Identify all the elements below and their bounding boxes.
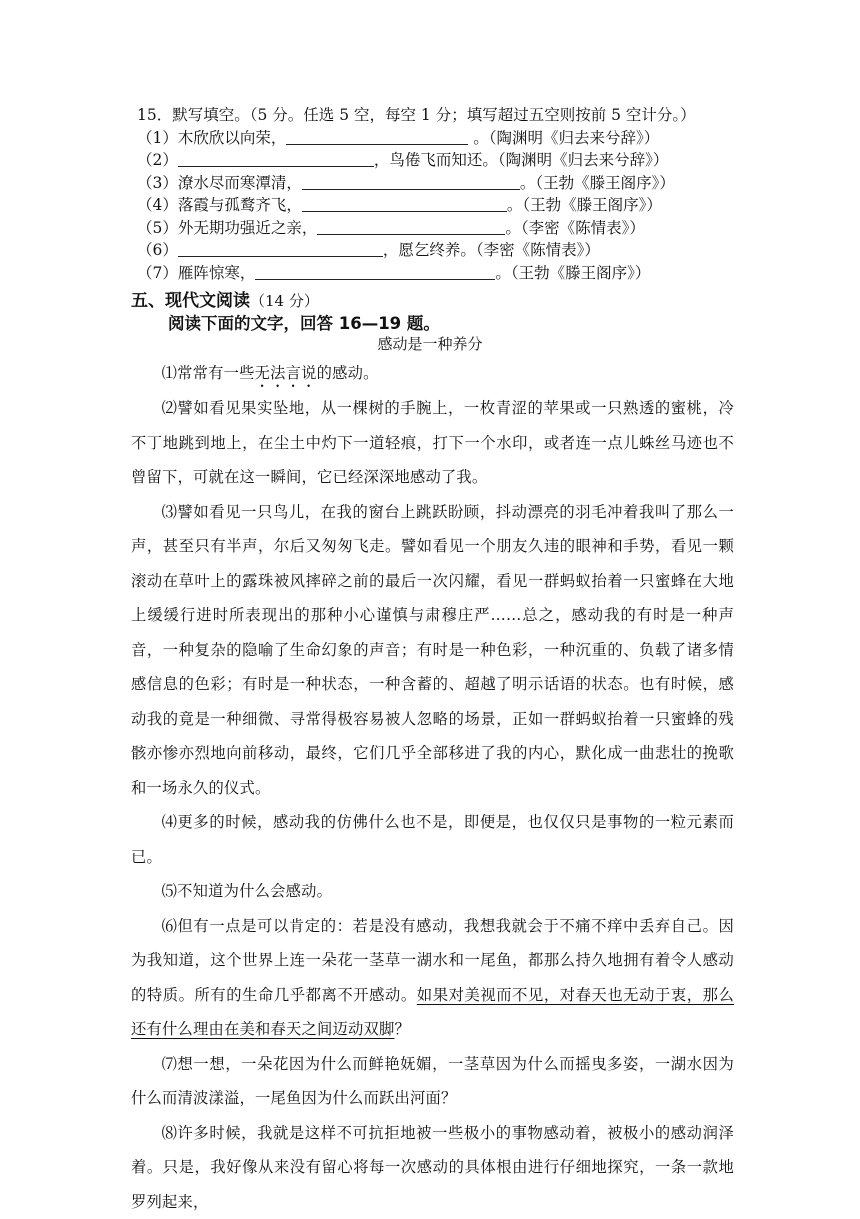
section-heading: [131, 286, 319, 311]
reading-instruction: 阅读下面的文字，回答 16—19 题。: [168, 310, 440, 334]
fill-item-7: [137, 262, 827, 285]
fill-item-suffix: 。（陶渊明《归去来兮辞》）: [468, 129, 659, 147]
fill-item-prefix: （6）: [137, 241, 178, 259]
article-body: [131, 356, 734, 1219]
paragraph-8: ⑻许多时候，我就是这样不可抗拒地被一些极小的事物感动着，被极小的感动润泽着。只是，我好像从来没有留心将每一次感动的具体根由进行仔细地探究，一条一款地罗列起来，: [131, 1116, 734, 1219]
fill-item-prefix: （7）雁阵惊寒，: [137, 264, 255, 282]
fill-item-5: [137, 217, 827, 240]
answer-blank[interactable]: [302, 173, 520, 190]
paragraph-2: ⑵譬如看见果实坠地，从一棵树的手腕上，一枚青涩的苹果或一只熟透的蜜桃，冷不丁地跳到地上，在尘土中灼下一道轻痕，打下一个水印，或者连一点儿蛛丝马迹也不曾留下，可就在这一瞬间，它已经深深地感动了我。: [131, 391, 734, 495]
paragraph-text: ？: [394, 1020, 410, 1038]
paragraph-text: 的感动。: [317, 364, 379, 382]
answer-blank[interactable]: [286, 128, 468, 145]
fill-item-prefix: （5）外无期功强近之亲，: [137, 219, 317, 237]
fill-item-suffix: 。（王勃《滕王阁序》）: [520, 174, 675, 192]
fill-item-suffix: 。（王勃《滕王阁序》）: [495, 264, 650, 282]
paragraph-1: [131, 356, 734, 391]
answer-blank[interactable]: [317, 218, 505, 235]
answer-blank[interactable]: [178, 150, 374, 167]
fill-item-1: [137, 127, 827, 150]
fill-item-6: [137, 239, 827, 262]
section-score: （14 分）: [250, 292, 319, 310]
fill-item-prefix: （1）木欣欣以向荣，: [137, 129, 286, 147]
emphasized-phrase: 无法言说: [255, 364, 317, 382]
article-title: 感动是一种养分: [0, 333, 860, 354]
paragraph-5: ⑸不知道为什么会感动。: [131, 874, 734, 909]
paragraph-text: ⑹但有一点是可以肯定的：若是没有感动，我想我就会于不痛不痒中丢弃自己。因为我知道，这个世界上连一朵花一茎草一湖水和一尾鱼，都那么持久地拥有着令人感动的特质。所有的生命几乎都离不开感动。: [131, 917, 734, 1004]
paragraph-3: ⑶譬如看见一只鸟儿，在我的窗台上跳跃盼顾，抖动漂亮的羽毛冲着我叫了那么一声，甚至只有半声，尔后又匆匆飞走。譬如看见一个朋友久违的眼神和手势，看见一颗滚动在草叶上的露珠被风摔碎之前的最后一次闪耀，看见一群蚂蚁抬着一只蜜蜂在大地上缓缓行进时所表现出的那种小心谨慎与肃穆庄严……总之，感动我的有时是一种声音，一种复杂的隐喻了生命幻象的声音；有时是一种色彩，一种沉重的、负载了诸多情感信息的色彩；有时是一种状态，一种含蓄的、超越了明示话语的状态。也有时候，感动我的竟是一种细微、寻常得极容易被人忽略的场景，正如一群蚂蚁抬着一只蜜蜂的残骸亦惨亦烈地向前移动，最终，它们几乎全部移进了我的内心，默化成一曲悲壮的挽歌和一场永久的仪式。: [131, 495, 734, 806]
answer-blank[interactable]: [255, 263, 495, 280]
paragraph-6: [131, 909, 734, 1047]
paragraph-text: ⑴常常有一些: [162, 364, 255, 382]
question-15: [137, 104, 827, 284]
answer-blank[interactable]: [178, 240, 383, 257]
paragraph-7: ⑺想一想，一朵花因为什么而鲜艳妩媚，一茎草因为什么而摇曳多姿，一湖水因为什么而清波漾溢，一尾鱼因为什么而跃出河面？: [131, 1047, 734, 1116]
fill-item-prefix: （4）落霞与孤鹜齐飞，: [137, 196, 302, 214]
fill-item-4: [137, 194, 827, 217]
fill-item-3: [137, 172, 827, 195]
fill-item-suffix: ，愿乞终养。（李密《陈情表》）: [383, 241, 600, 259]
fill-item-suffix: 。（王勃《滕王阁序》）: [507, 196, 662, 214]
paragraph-4: ⑷更多的时候，感动我的仿佛什么也不是，即便是，也仅仅只是事物的一粒元素而已。: [131, 805, 734, 874]
fill-item-prefix: （2）: [137, 151, 178, 169]
fill-item-suffix: ，鸟倦飞而知还。（陶渊明《归去来兮辞》）: [374, 151, 669, 169]
fill-item-2: [137, 149, 827, 172]
section-title: 五、现代文阅读: [131, 291, 250, 311]
fill-item-suffix: 。（李密《陈情表》）: [505, 219, 645, 237]
answer-blank[interactable]: [302, 195, 507, 212]
question-15-header: 15．默写填空。（5 分。任选 5 空，每空 1 分；填写超过五空则按前 5 空计分。）: [137, 104, 827, 127]
fill-item-prefix: （3）潦水尽而寒潭清，: [137, 174, 302, 192]
underlined-sentence: 如果对美视而不见，对春天也无动于衷，那么还有什么理由在美和春天之间迈动双脚: [131, 986, 734, 1039]
